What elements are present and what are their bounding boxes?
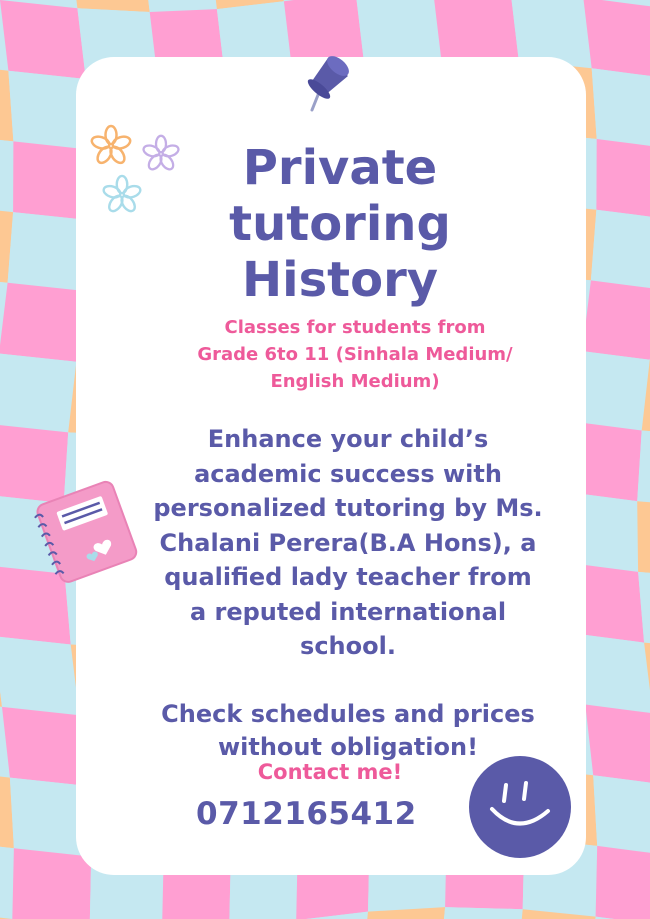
pushpin-icon: [298, 46, 358, 116]
call-to-action: [138, 698, 558, 764]
description: [138, 422, 558, 664]
page-title: [150, 140, 530, 308]
flower-icon: [100, 174, 144, 216]
notebook-icon: [28, 470, 150, 588]
title-line: tutoring: [229, 196, 451, 252]
description-line: a reputed international: [189, 597, 507, 626]
background-tile: [356, 0, 442, 63]
background-tile: [0, 283, 85, 362]
cta-line: without obligation!: [217, 733, 479, 761]
flower-icon: [88, 124, 134, 168]
description-line: school.: [300, 632, 396, 660]
background-tile: [585, 705, 650, 785]
background-tile: [0, 133, 13, 212]
background-tile: [577, 634, 650, 714]
class-info-line: Classes for students from: [224, 317, 486, 338]
background-tile: [596, 139, 650, 218]
background-tile: [583, 0, 650, 77]
smiley-icon: [468, 755, 572, 859]
class-info-line: English Medium): [270, 371, 440, 392]
contact-label: Contact me!: [257, 760, 403, 784]
description-line: Enhance your child’s: [207, 425, 489, 453]
class-info-line: Grade 6to 11 (Sinhala Medium/: [197, 344, 513, 365]
class-info: [170, 314, 540, 395]
cta-line: Check schedules and prices: [161, 700, 535, 728]
description-line: Chalani Perera(B.A Hons), a: [159, 528, 537, 557]
background-tile: [591, 210, 650, 289]
background-tile: [637, 501, 650, 577]
background-tile: [0, 0, 86, 79]
background-tile: [12, 848, 91, 919]
background-tile: [433, 0, 519, 61]
background-tile: [0, 636, 79, 715]
background-tile: [439, 907, 523, 919]
title-line: Private: [242, 140, 438, 196]
background-tile: [596, 846, 650, 919]
background-tile: [2, 707, 87, 786]
description-line: qualified lady teacher from: [164, 563, 532, 591]
title-line: History: [241, 252, 439, 308]
description-line: personalized tutoring by Ms.: [153, 494, 543, 522]
background-tile: [593, 775, 650, 855]
background-tile: [0, 354, 76, 433]
background-tile: [592, 68, 650, 147]
background-tile: [582, 280, 650, 359]
description-line: academic success with: [194, 459, 502, 488]
phone-number: 0712165412: [196, 796, 417, 832]
background-tile: [0, 840, 14, 919]
